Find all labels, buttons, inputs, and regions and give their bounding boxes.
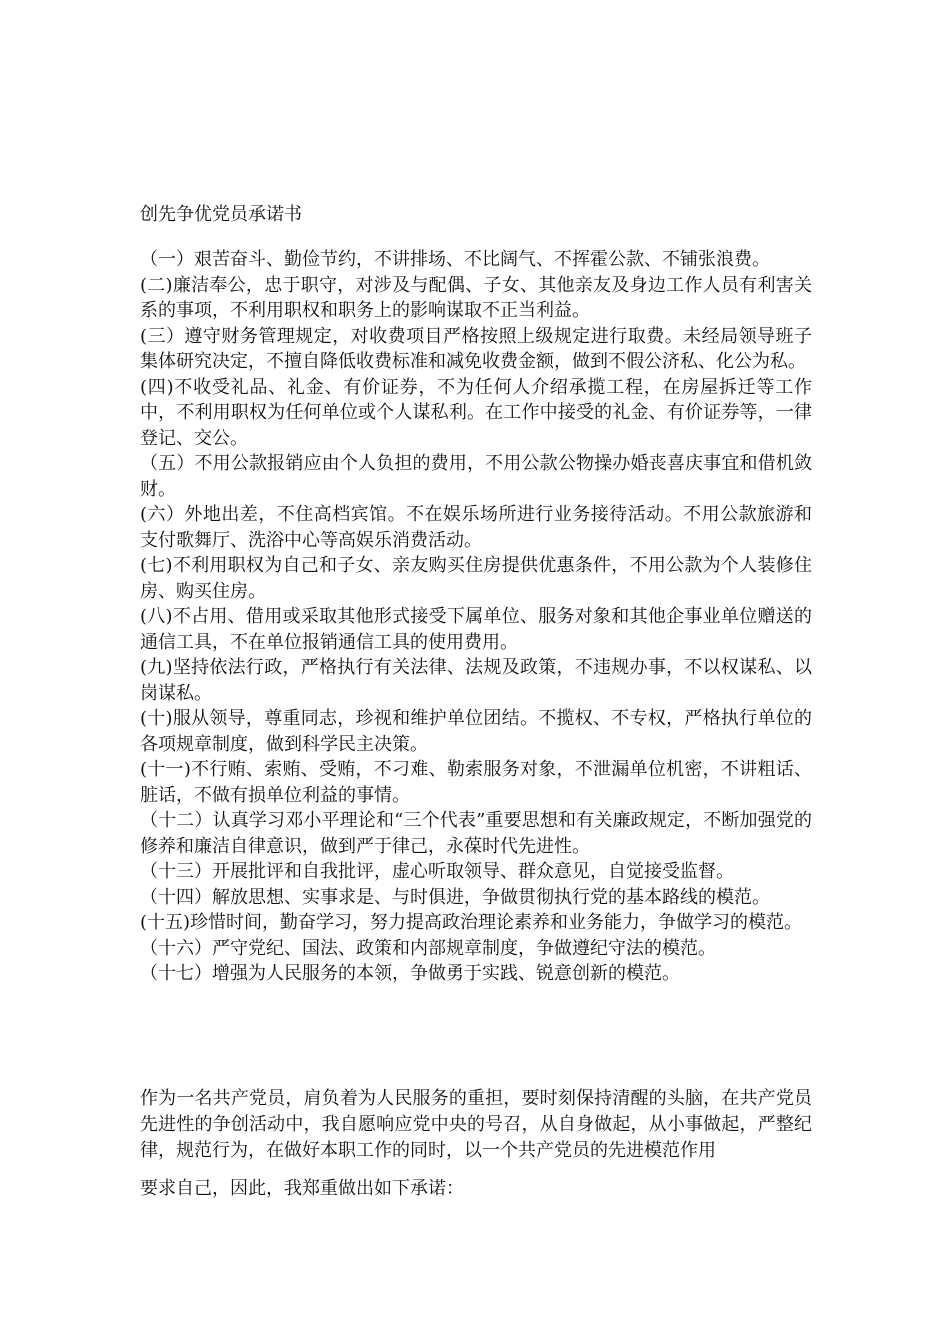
commitment-item-10: (十)服从领导，尊重同志，珍视和维护单位团结。不揽权、不专权，严格执行单位的各项规章制度，做到科学民主决策。	[140, 708, 812, 755]
commitment-item-9: (九)坚持依法行政，严格执行有关法律、法规及政策，不违规办事，不以权谋私、以岗谋私。	[140, 657, 812, 704]
commitment-item-6: (六）外地出差，不住高档宾馆。不在娱乐场所进行业务接待活动。不用公款旅游和支付歌舞厅、洗浴中心等高娱乐消费活动。	[140, 504, 812, 551]
commitment-item-11: (十一)不行贿、索贿、受贿，不刁难、勒索服务对象，不泄漏单位机密，不讲粗话、脏话，不做有损单位利益的事情。	[140, 759, 812, 806]
commitment-item-15: (十五)珍惜时间，勤奋学习，努力提高政治理论素养和业务能力，争做学习的模范。	[140, 912, 803, 933]
commitment-item-3: (三）遵守财务管理规定，对收费项目严格按照上级规定进行取费。未经局领导班子集体研究决定，不擅自降低收费标准和减免收费金额，做到不假公济私、化公为私。	[140, 325, 812, 372]
commitment-item-1: （一）艰苦奋斗、勤俭节约，不讲排场、不比阔气、不挥霍公款、不铺张浪费。	[140, 249, 770, 270]
commitment-item-2: (二)廉洁奉公，忠于职守，对涉及与配偶、子女、其他亲友及身边工作人员有利害关系的事项，不利用职权和职务上的影响谋取不正当利益。	[140, 274, 812, 321]
closing-paragraph: 作为一名共产党员，肩负着为人民服务的重担，要时刻保持清醒的头脑，在共产党员先进性的争创活动中，我自愿响应党中央的号召，从自身做起，从小事做起，严整纪律，规范行为，在做好本职工作的同时，以一个共产党员的先进模范作用	[140, 1088, 812, 1161]
closing-last-line: 要求自己，因此，我郑重做出如下承诺：	[140, 1178, 464, 1199]
commitment-item-14: （十四）解放思想、实事求是、与时俱进，争做贯彻执行党的基本路线的模范。	[140, 886, 770, 908]
commitment-item-4: (四)不收受礼品、礼金、有价证券，不为任何人介绍承揽工程，在房屋拆迁等工作中，不利用职权为任何单位或个人谋私利。在工作中接受的礼金、有价证券等，一律登记、交公。	[140, 376, 812, 449]
commitment-item-7: (七)不利用职权为自己和子女、亲友购买住房提供优惠条件，不用公款为个人装修住房、购买住房。	[140, 555, 812, 602]
document-title: 创先争优党员承诺书	[140, 204, 302, 225]
commitment-list	[140, 247, 812, 987]
commitment-item-16: （十六）严守党纪、国法、政策和内部规章制度，争做遵纪守法的模范。	[140, 937, 716, 959]
commitment-item-8: (八)不占用、借用或采取其他形式接受下属单位、服务对象和其他企事业单位赠送的通信工具，不在单位报销通信工具的使用费用。	[140, 606, 812, 653]
commitment-item-12: （十二）认真学习邓小平理论和“三个代表”重要思想和有关廉政规定，不断加强党的修养和廉洁自律意识，做到严于律己，永葆时代先进性。	[140, 810, 812, 857]
commitment-item-5: （五）不用公款报销应由个人负担的费用，不用公款公物操办婚丧喜庆事宜和借机敛财。	[140, 453, 812, 500]
commitment-item-13: （十三）开展批评和自我批评，虚心听取领导、群众意见，自觉接受监督。	[140, 861, 734, 882]
commitment-item-17: （十七）增强为人民服务的本领，争做勇于实践、锐意创新的模范。	[140, 963, 680, 984]
